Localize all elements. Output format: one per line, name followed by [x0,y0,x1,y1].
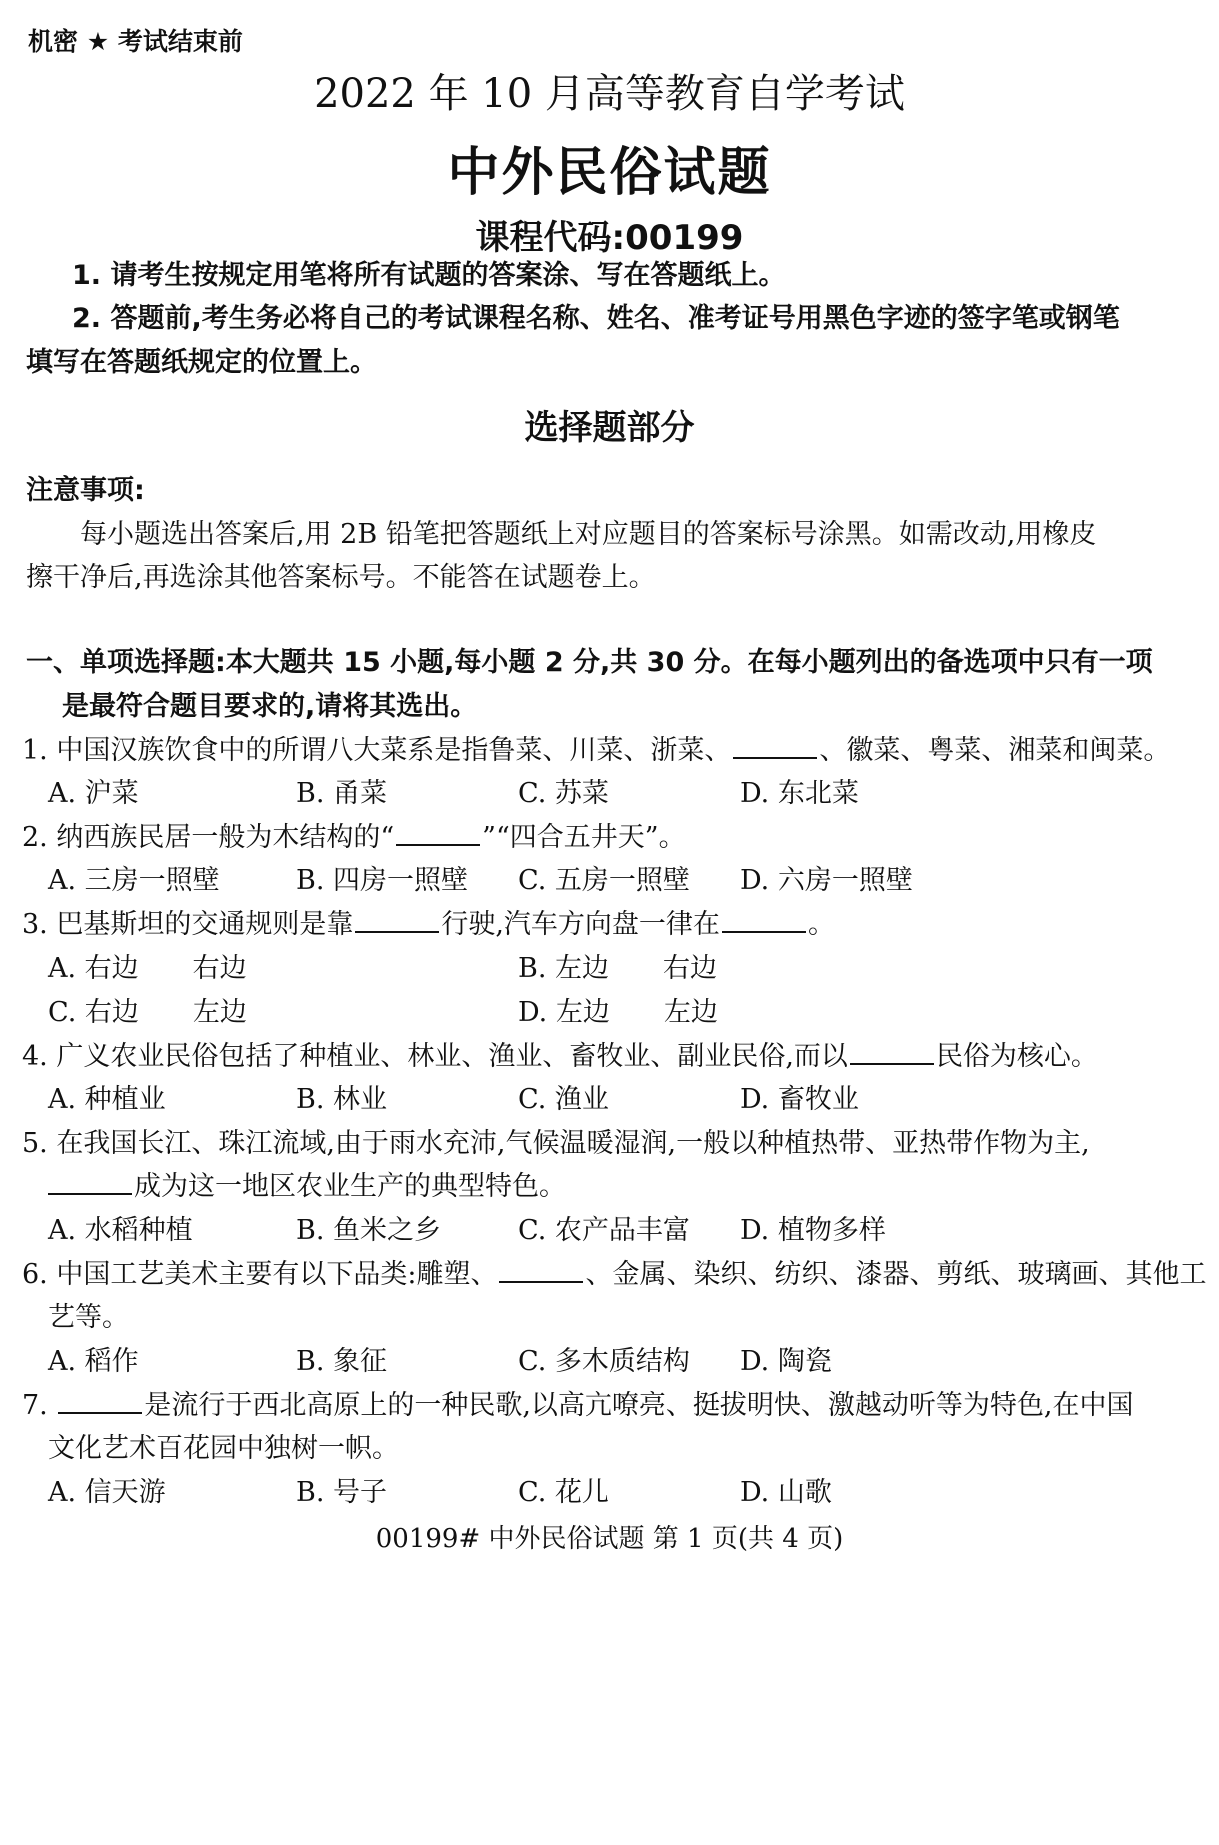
option-c: C. 多木质结构 [518,1346,690,1377]
notice-line-2: 擦干净后,再选涂其他答案标号。不能答在试题卷上。 [26,562,656,593]
answer-blank [499,1259,583,1283]
option-b: B. 林业 [296,1084,388,1115]
answer-blank [48,1171,132,1195]
instruction-2: 2. 答题前,考生务必将自己的考试课程名称、姓名、准考证号用黑色字迹的签字笔或钢笔 [72,303,1120,334]
question-text: 、金属、染织、纺织、漆器、剪纸、玻璃画、其他工 [585,1259,1207,1290]
question-text: 2. 纳西族民居一般为木结构的“ [22,822,395,853]
question-5-cont [48,1164,566,1203]
question-3 [22,902,835,941]
notice-line-1: 每小题选出答案后,用 2B 铅笔把答题纸上对应题目的答案标号涂黑。如需改动,用橡皮 [80,519,1097,550]
option-c: C. 花儿 [518,1477,609,1508]
question-text: 行驶,汽车方向盘一律在 [441,909,720,940]
option-b: B. 象征 [296,1346,388,1377]
notice-heading: 注意事项: [26,475,145,506]
answer-blank [850,1041,934,1065]
option-d: D. 畜牧业 [740,1084,859,1115]
question-5: 5. 在我国长江、珠江流域,由于雨水充沛,气候温暖湿润,一般以种植热带、亚热带作物为主, [22,1128,1090,1159]
option-b: B. 号子 [296,1477,388,1508]
question-text: 。 [807,909,835,940]
option-d: D. 左边 左边 [518,997,718,1028]
option-a: A. 稻作 [48,1346,139,1377]
question-6-cont: 艺等。 [48,1302,129,1333]
question-text: 民俗为核心。 [935,1041,1098,1072]
question-text: ”“四合五井天”。 [482,822,686,853]
option-b: B. 甬菜 [296,778,388,809]
option-c: C. 农产品丰富 [518,1215,690,1246]
page-title: 中外民俗试题 [447,143,772,203]
option-b: B. 四房一照壁 [296,865,469,896]
part1-heading-cont: 是最符合题目要求的,请将其选出。 [62,691,478,722]
instruction-1: 1. 请考生按规定用笔将所有试题的答案涂、写在答题纸上。 [72,260,786,291]
answer-blank [733,735,817,759]
instruction-2-cont: 填写在答题纸规定的位置上。 [26,347,377,378]
option-a: A. 信天游 [48,1477,166,1508]
exam-heading: 2022 年 10 月高等教育自学考试 [314,71,905,117]
answer-blank [722,909,806,933]
question-text: 是流行于西北高原上的一种民歌,以高亢嘹亮、挺拔明快、激越动听等为特色,在中国 [144,1390,1134,1421]
option-b: B. 鱼米之乡 [296,1215,442,1246]
option-c: C. 苏菜 [518,778,609,809]
option-b: B. 左边 右边 [518,953,718,984]
section-title: 选择题部分 [524,408,695,448]
option-a: A. 沪菜 [48,778,139,809]
question-7 [22,1383,1134,1422]
question-4 [22,1034,1098,1073]
option-c: C. 五房一照壁 [518,865,690,896]
option-d: D. 山歌 [740,1477,832,1508]
answer-blank [396,822,480,846]
option-a: A. 水稻种植 [48,1215,193,1246]
question-text: 7. [22,1390,57,1421]
question-text: 1. 中国汉族饮食中的所谓八大菜系是指鲁菜、川菜、浙菜、 [22,735,732,766]
question-text: 4. 广义农业民俗包括了种植业、林业、渔业、畜牧业、副业民俗,而以 [22,1041,848,1072]
option-d: D. 陶瓷 [740,1346,832,1377]
page-footer: 00199# 中外民俗试题 第 1 页(共 4 页) [375,1524,844,1554]
part1-heading: 一、单项选择题:本大题共 15 小题,每小题 2 分,共 30 分。在每小题列出的备选项中只有一项 [26,647,1153,678]
question-7-cont: 文化艺术百花园中独树一帜。 [48,1433,399,1464]
question-text: 成为这一地区农业生产的典型特色。 [134,1171,566,1202]
option-a: A. 三房一照壁 [48,865,220,896]
option-a: A. 右边 右边 [48,953,247,984]
question-6 [22,1252,1206,1291]
question-text: 6. 中国工艺美术主要有以下品类:雕塑、 [22,1259,498,1290]
question-text: 3. 巴基斯坦的交通规则是靠 [22,909,354,940]
question-text: 、徽菜、粤菜、湘菜和闽菜。 [819,735,1171,766]
answer-blank [355,909,439,933]
question-2 [22,815,686,854]
option-d: D. 东北菜 [740,778,859,809]
answer-blank [58,1390,142,1414]
course-code: 课程代码:00199 [475,218,744,258]
option-c: C. 右边 左边 [48,997,247,1028]
option-d: D. 植物多样 [740,1215,886,1246]
option-d: D. 六房一照壁 [740,865,913,896]
question-1 [22,728,1170,767]
option-a: A. 种植业 [48,1084,166,1115]
confidential-label: 机密 ★ 考试结束前 [28,27,243,56]
option-c: C. 渔业 [518,1084,609,1115]
